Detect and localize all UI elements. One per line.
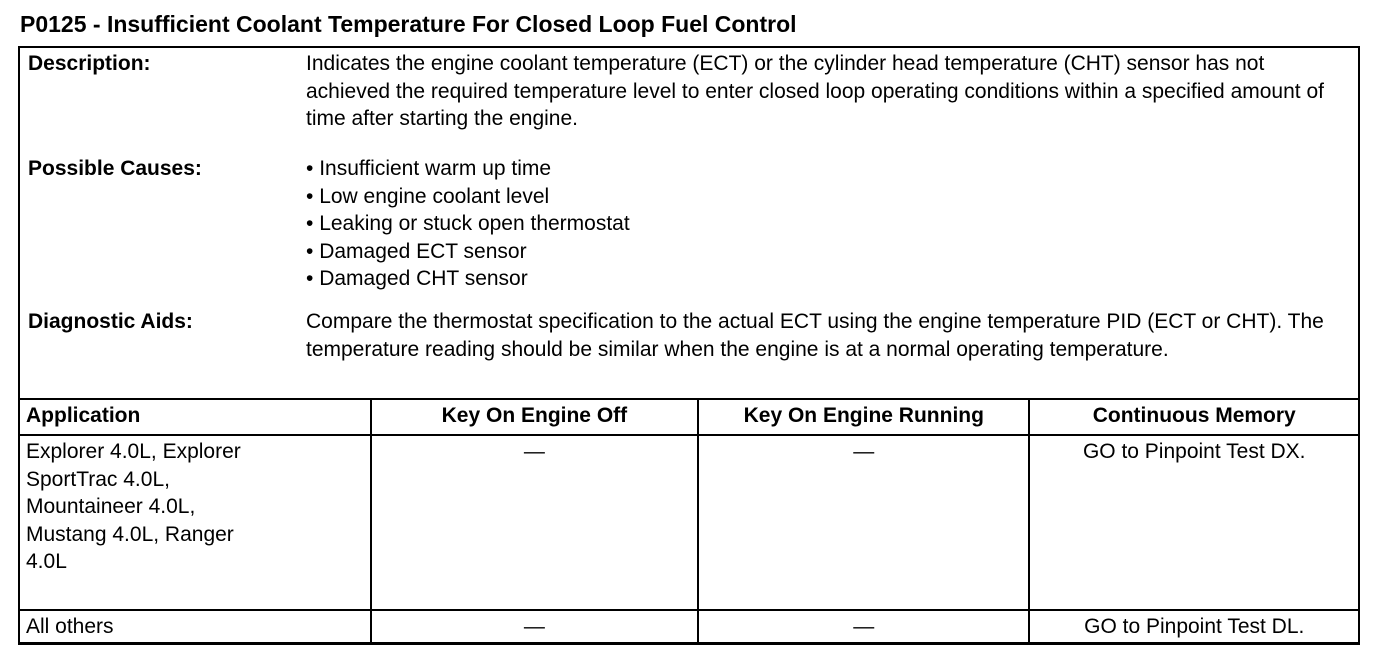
table-row bbox=[19, 435, 1359, 610]
table-row bbox=[19, 610, 1359, 644]
koeo-cell: — bbox=[371, 610, 698, 644]
aids-row bbox=[28, 308, 1348, 398]
header-koer: Key On Engine Running bbox=[698, 399, 1029, 435]
causes-list bbox=[306, 155, 1346, 293]
table-header-row bbox=[19, 399, 1359, 435]
header-application: Application bbox=[19, 399, 371, 435]
cause-item: • Leaking or stuck open thermostat bbox=[306, 210, 1346, 238]
cause-item: • Damaged ECT sensor bbox=[306, 238, 1346, 266]
application-cell: Explorer 4.0L, Explorer SportTrac 4.0L, Mountaineer 4.0L, Mustang 4.0L, Ranger 4.0L bbox=[19, 435, 371, 610]
cause-item: • Low engine coolant level bbox=[306, 183, 1346, 211]
description-text: Indicates the engine coolant temperature (ECT) or the cylinder head temperature (CHT) sensor has not achieved the required temperature level to enter closed loop operating conditions within a specified amount of time after starting the engine. bbox=[306, 52, 1324, 130]
application-cell: All others bbox=[19, 610, 371, 644]
causes-label: Possible Causes: bbox=[28, 157, 202, 180]
causes-row bbox=[28, 155, 1348, 295]
description-row bbox=[28, 50, 1348, 140]
header-koeo: Key On Engine Off bbox=[371, 399, 698, 435]
koeo-cell: — bbox=[371, 435, 698, 610]
aids-label: Diagnostic Aids: bbox=[28, 310, 193, 333]
description-label: Description: bbox=[28, 52, 151, 75]
koer-cell: — bbox=[698, 610, 1029, 644]
cause-item: • Insufficient warm up time bbox=[306, 155, 1346, 183]
aids-text: Compare the thermostat specification to the actual ECT using the engine temperature PID (ECT or CHT). The temperature reading should be similar when the engine is at a normal operating temperature. bbox=[306, 310, 1324, 361]
application-table bbox=[18, 398, 1360, 645]
continuous-memory-cell: GO to Pinpoint Test DL. bbox=[1029, 610, 1359, 644]
continuous-memory-cell: GO to Pinpoint Test DX. bbox=[1029, 435, 1359, 610]
koer-cell: — bbox=[698, 435, 1029, 610]
page-title: P0125 - Insufficient Coolant Temperature For Closed Loop Fuel Control bbox=[20, 11, 797, 37]
cause-item: • Damaged CHT sensor bbox=[306, 265, 1346, 293]
dtc-info-box bbox=[18, 46, 1360, 644]
header-continuous-memory: Continuous Memory bbox=[1029, 399, 1359, 435]
